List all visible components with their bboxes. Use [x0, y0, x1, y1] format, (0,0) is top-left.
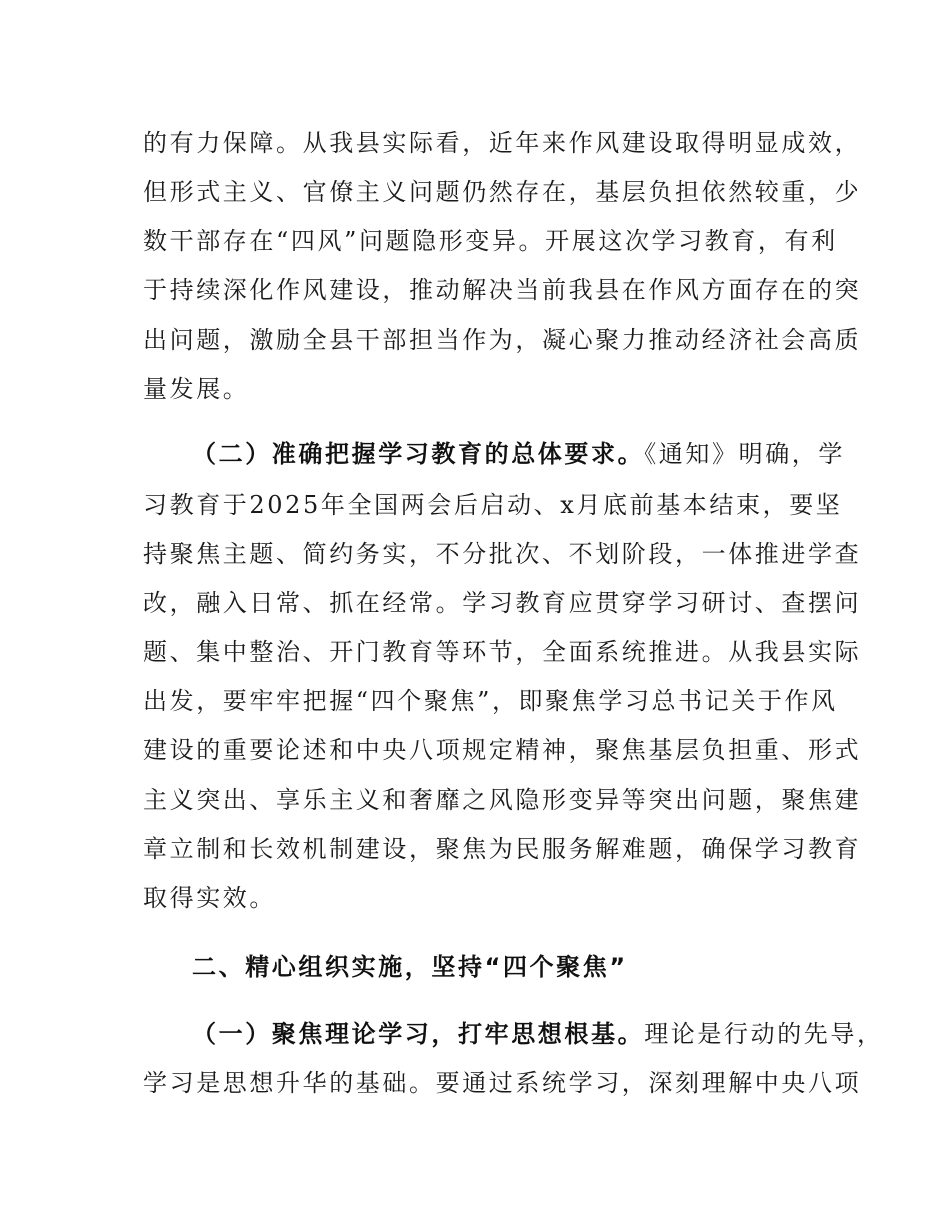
paragraph-line: 章立制和长效机制建设，聚焦为民服务解难题，确保学习教育: [143, 835, 862, 863]
paragraph-line: 的有力保障。从我县实际看，近年来作风建设取得明显成效，: [143, 129, 862, 157]
paragraph-line: 但形式主义、官僚主义问题仍然存在，基层负担依然较重，少: [143, 178, 862, 206]
subsection-heading: （一）聚焦理论学习，打牢思想根基。: [192, 1020, 645, 1048]
paragraph-line: 习教育于2025年全国两会后启动、x月底前基本结束，要坚: [143, 491, 843, 519]
paragraph-line: 出发，要牢牢把握“四个聚焦”，即聚焦学习总书记关于作风: [143, 687, 838, 715]
paragraph-text: 理论是行动的先导，: [644, 1020, 884, 1048]
subsection-heading: （二）准确把握学习教育的总体要求。: [192, 440, 645, 468]
paragraph-line: 建设的重要论述和中央八项规定精神，聚焦基层负担重、形式: [143, 736, 862, 764]
paragraph-line: 改，融入日常、抓在经常。学习教育应贯穿学习研讨、查摆问: [143, 589, 862, 617]
subsection-first-line: [192, 1019, 884, 1049]
paragraph-line: 取得实效。: [143, 884, 276, 912]
paragraph-line: 数干部存在“四风”问题隐形变异。开展这次学习教育，有利: [143, 227, 838, 255]
paragraph-line: 学习是思想升华的基础。要通过系统学习，深刻理解中央八项: [143, 1069, 862, 1097]
paragraph-line: 于持续深化作风建设，推动解决当前我县在作风方面存在的突: [143, 276, 862, 304]
paragraph-text: 《通知》明确，学: [644, 440, 846, 468]
section-heading: 二、精心组织实施，坚持“四个聚焦”: [192, 953, 628, 981]
paragraph-line: 持聚焦主题、简约务实，不分批次、不划阶段，一体推进学查: [143, 540, 862, 568]
paragraph-line: 主义突出、享乐主义和奢靡之风隐形变异等突出问题，聚焦建: [143, 786, 862, 814]
paragraph-line: 题、集中整治、开门教育等环节，全面系统推进。从我县实际: [143, 638, 862, 666]
paragraph-line: 出问题，激励全县干部担当作为，凝心聚力推动经济社会高质: [143, 326, 862, 354]
subsection-first-line: [192, 439, 845, 469]
paragraph-line: 量发展。: [143, 375, 250, 403]
